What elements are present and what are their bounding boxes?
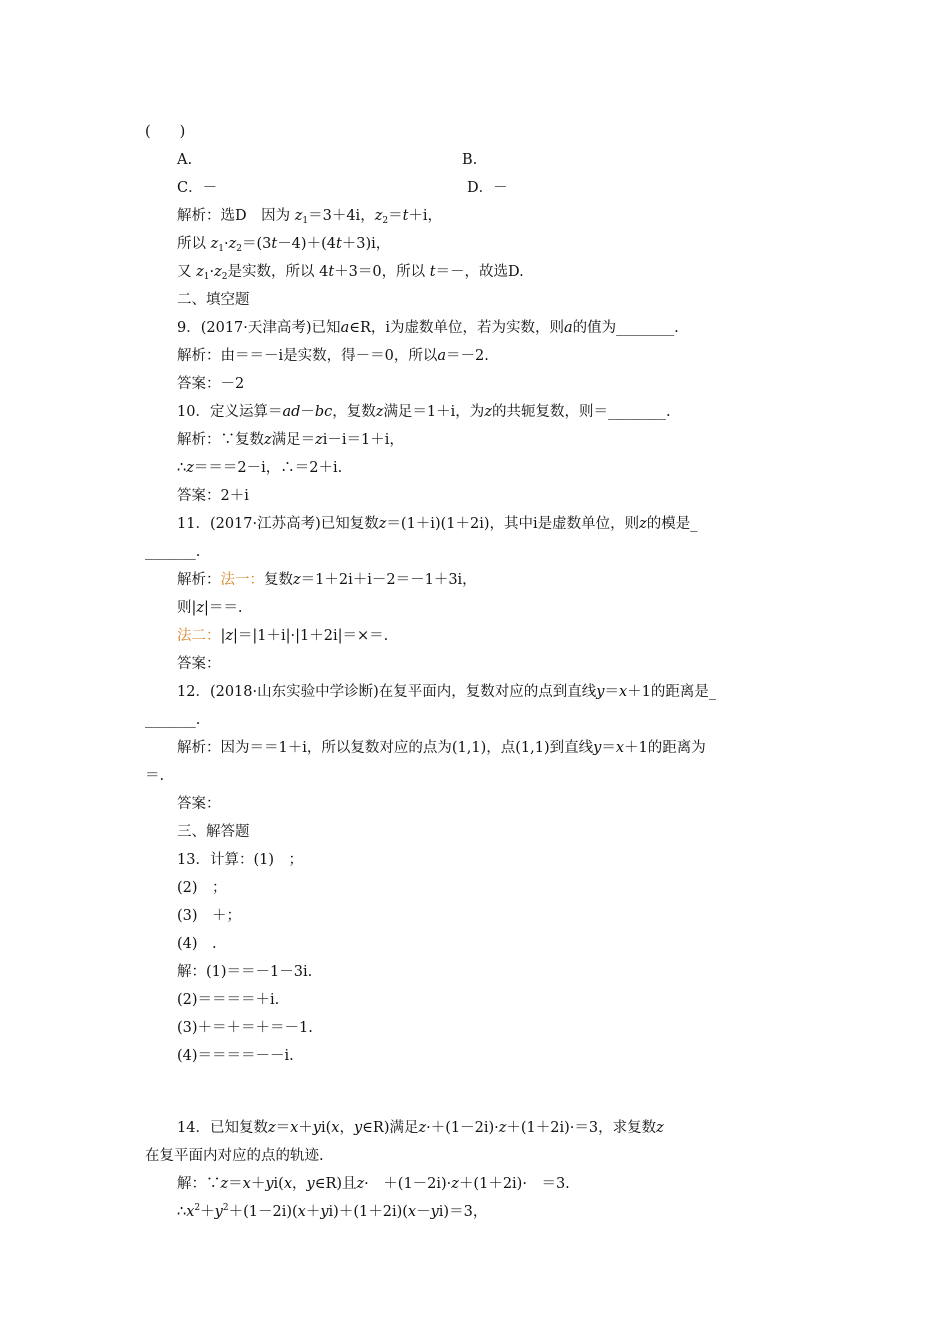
q8-analysis-line1: 解析：选D 因为 $z_1=3+4i$，$z_2=t+i$， — [177, 208, 443, 226]
q12-question: 12．(2018·山东实验中学诊断)在复平面内，复数对应的点到直线y＝x＋1的距离是_ — [177, 684, 717, 700]
q13-solution4: (4)＝＝＝＝－－i. — [177, 1048, 294, 1064]
q12-question-cont: _______. — [145, 712, 201, 728]
q11-question: 11．(2017·江苏高考)已知复数z＝(1＋i)(1＋2i)，其中i是虚数单位，则z的模是_ — [177, 516, 698, 532]
q13-part4: (4) . — [177, 936, 217, 952]
q13-part2: (2) ； — [177, 880, 227, 896]
option-a: A. — [177, 152, 193, 168]
q9-analysis: 解析：由＝＝－i是实数，得－＝0，所以a＝－2. — [177, 348, 489, 364]
q14-question: 14．已知复数z＝x＋yi(x，y∈R)满足z·＋(1－2i)·z＋(1＋2i)·＝3，求复数z — [177, 1120, 664, 1136]
q10-question: 10．定义运算＝ad－bc，复数z满足＝1＋i，为z的共轭复数，则＝________. — [177, 404, 671, 420]
q14-question-cont: 在复平面内对应的点的轨迹. — [145, 1148, 324, 1164]
q10-answer: 答案：2＋i — [177, 488, 249, 504]
q12-answer: 答案： — [177, 796, 221, 812]
section-heading-solutions: 三、解答题 — [177, 824, 250, 840]
answer-paren: ( ) — [145, 124, 186, 140]
q11-analysis-line2: 则|z|＝＝. — [177, 600, 243, 616]
q14-solution-line2: $\therefore x^2+y^2+(1-2i)(x+yi)+(1+2i)(x-yi)=3$， — [177, 1203, 488, 1220]
q11-analysis-line1: 解析：法一：复数z＝1＋2i＋i－2＝－1＋3i， — [177, 572, 477, 588]
q9-answer: 答案：－2 — [177, 376, 245, 392]
option-c: C．－ — [177, 180, 218, 196]
method-one-label: 法一： — [220, 572, 264, 588]
q13-part3: (3) ＋； — [177, 908, 242, 924]
q13-solution2: (2)＝＝＝＝＋i. — [177, 992, 280, 1008]
section-heading-fill-in: 二、填空题 — [177, 292, 250, 308]
q12-analysis-cont: ＝. — [145, 768, 165, 784]
q11-answer: 答案： — [177, 656, 221, 672]
option-d: D．－ — [467, 180, 508, 196]
q8-analysis-line3: 又 $z_1\cdot z_2$是实数，所以 4t＋3＝0，所以 t＝－，故选D. — [177, 264, 524, 282]
option-b: B. — [462, 152, 478, 168]
q9-question: 9．(2017·天津高考)已知a∈R，i为虚数单位，若为实数，则a的值为________. — [177, 320, 679, 336]
q8-analysis-line2: 所以 $z_1\cdot z_2=(3t-4)+(4t+3)i$， — [177, 236, 391, 254]
q11-analysis-line3: 法二：|z|＝|1＋i|·|1＋2i|＝×＝. — [177, 628, 389, 644]
q14-solution-line1: 解：∵z＝x＋yi(x，y∈R)且z· ＋(1－2i)·z＋(1＋2i)· ＝3. — [177, 1176, 570, 1192]
q10-analysis-line1: 解析：∵复数z满足＝zi－i＝1＋i， — [177, 432, 404, 448]
q10-analysis-line2: ∴z＝＝＝2－i，∴＝2＋i. — [177, 460, 343, 476]
q13-solution1: 解：(1)＝＝－1－3i. — [177, 964, 313, 980]
method-two-label: 法二： — [177, 628, 221, 644]
q11-question-cont: _______. — [145, 544, 201, 560]
q13-question: 13．计算：(1) ； — [177, 852, 303, 868]
q13-solution3: (3)＋＝＋＝＋＝－1. — [177, 1020, 313, 1036]
q12-analysis-line1: 解析：因为＝＝1＋i，所以复数对应的点为(1,1)，点(1,1)到直线y＝x＋1的距离为 — [177, 740, 706, 756]
